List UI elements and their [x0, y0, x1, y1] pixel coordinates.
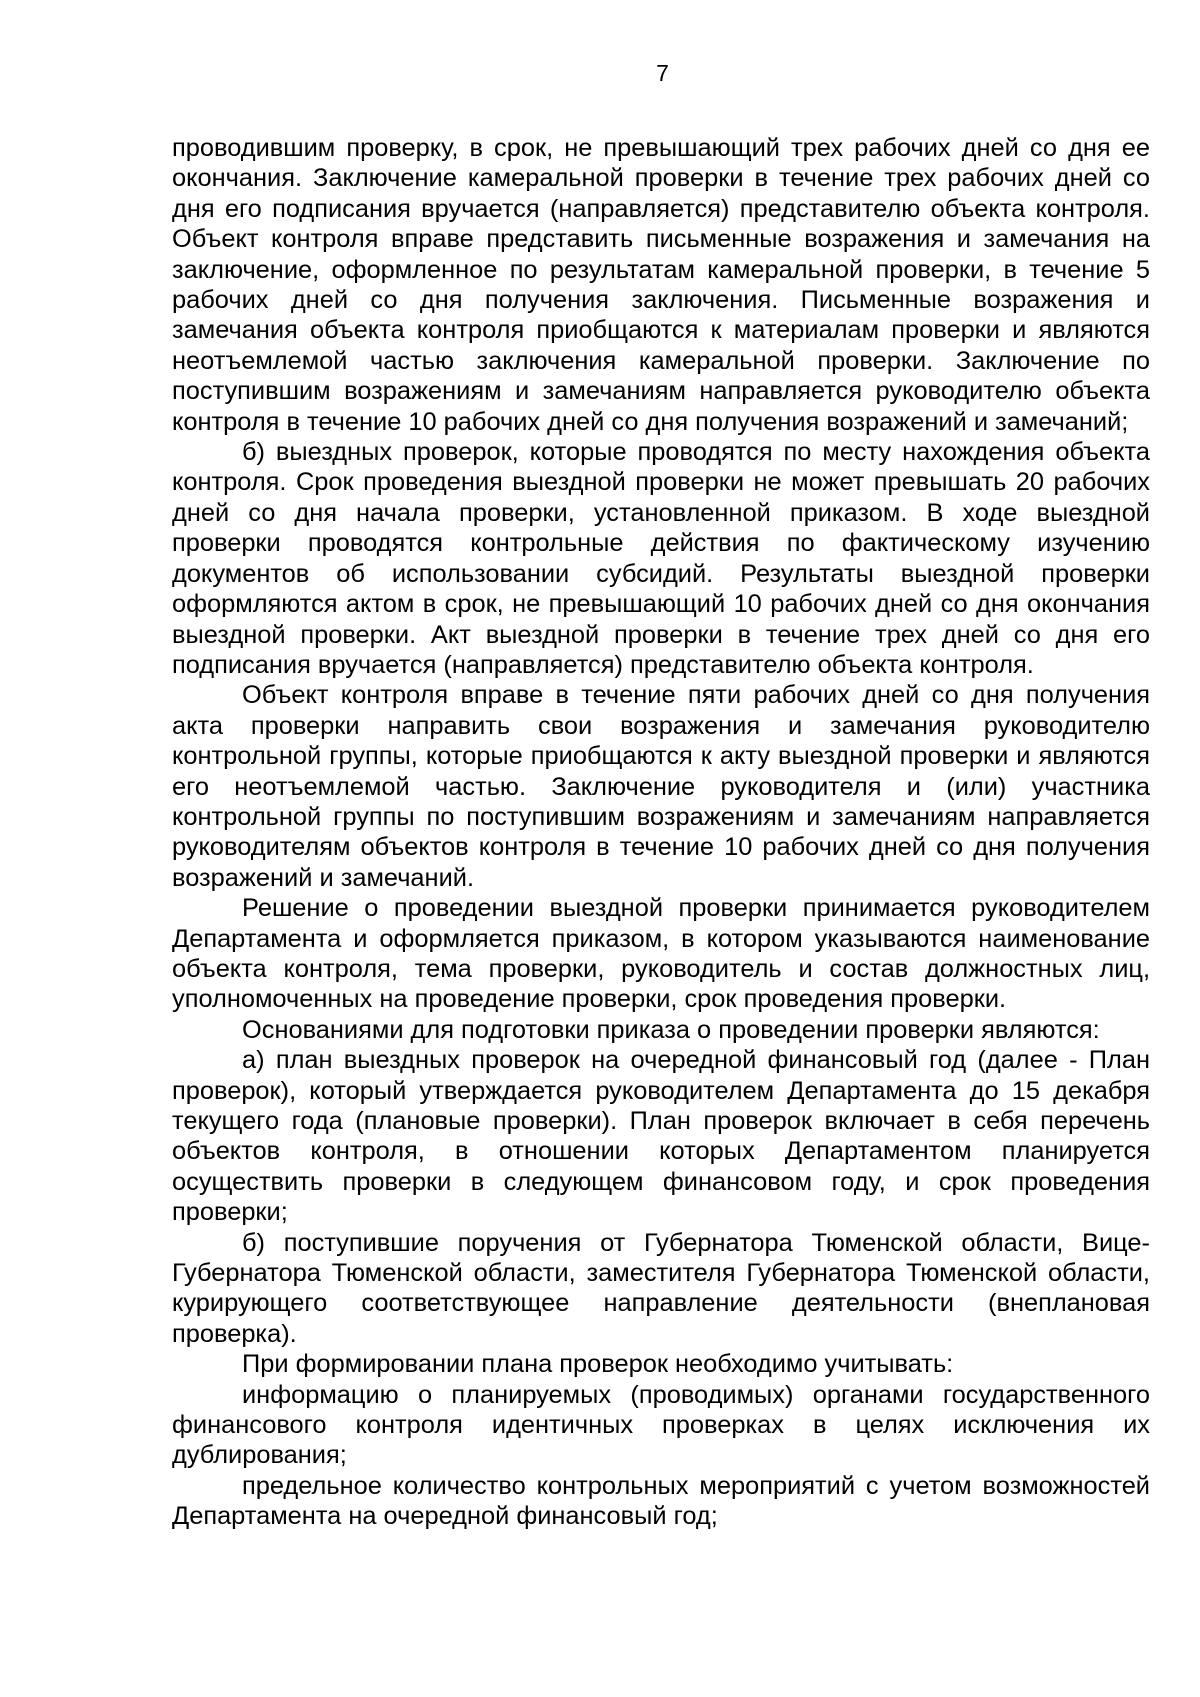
paragraph-9: информацию о планируемых (проводимых) органами государственного финансового контроля идентичных проверках в целях исключения их дублирования;: [172, 1380, 1150, 1470]
paragraph-4: Решение о проведении выездной проверки принимается руководителем Департамента и оформляется приказом, в котором указываются наименование объекта контроля, тема проверки, руководитель и состав должностных лиц, уполномоченных на проведение проверки, срок проведения проверки.: [172, 894, 1150, 1014]
document-body: [172, 133, 1150, 1532]
paragraph-1: проводившим проверку, в срок, не превышающий трех рабочих дней со дня ее окончания. Заключение камеральной проверки в течение трех рабочих дней со дня его подписания вручается (направляется) представителю объекта контроля. Объект контроля вправе представить письменные возражения и замечания на заключение, оформленное по результатам камеральной проверки, в течение 5 рабочих дней со дня получения заключения. Письменные возражения и замечания объекта контроля приобщаются к материалам проверки и являются неотъемлемой частью заключения камеральной проверки. Заключение по поступившим возражениям и замечаниям направляется руководителю объекта контроля в течение 10 рабочих дней со дня получения возражений и замечаний;: [172, 134, 1150, 436]
paragraph-6: а) план выездных проверок на очередной финансовый год (далее - План проверок), который утверждается руководителем Департамента до 15 декабря текущего года (плановые проверки). План проверок включает в себя перечень объектов контроля, в отношении которых Департаментом планируется осуществить проверки в следующем финансовом году, и срок проведения проверки;: [172, 1046, 1150, 1227]
paragraph-2: б) выездных проверок, которые проводятся по месту нахождения объекта контроля. Срок проведения выездной проверки не может превышать 20 рабочих дней со дня начала проверки, установленной приказом. В ходе выездной проверки проводятся контрольные действия по фактическому изучению документов об использовании субсидий. Результаты выездной проверки оформляются актом в срок, не превышающий 10 рабочих дней со дня окончания выездной проверки. Акт выездной проверки в течение трех дней со дня его подписания вручается (направляется) представителю объекта контроля.: [172, 438, 1150, 679]
paragraph-7: б) поступившие поручения от Губернатора Тюменской области, Вице-Губернатора Тюменской области, заместителя Губернатора Тюменской области, курирующего соответствующее направление деятельности (внеплановая проверка).: [172, 1228, 1150, 1348]
paragraph-8: При формировании плана проверок необходимо учитывать:: [242, 1350, 954, 1379]
page-number: 7: [656, 60, 669, 86]
paragraph-10: предельное количество контрольных мероприятий с учетом возможностей Департамента на очередной финансовый год;: [172, 1471, 1150, 1531]
paragraph-3: Объект контроля вправе в течение пяти рабочих дней со дня получения акта проверки направить свои возражения и замечания руководителю контрольной группы, которые приобщаются к акту выездной проверки и являются его неотъемлемой частью. Заключение руководителя и (или) участника контрольной группы по поступившим возражениям и замечаниям направляется руководителям объектов контроля в течение 10 рабочих дней со дня получения возражений и замечаний.: [172, 681, 1150, 892]
paragraph-5: Основаниями для подготовки приказа о проведении проверки являются:: [242, 1015, 1100, 1044]
